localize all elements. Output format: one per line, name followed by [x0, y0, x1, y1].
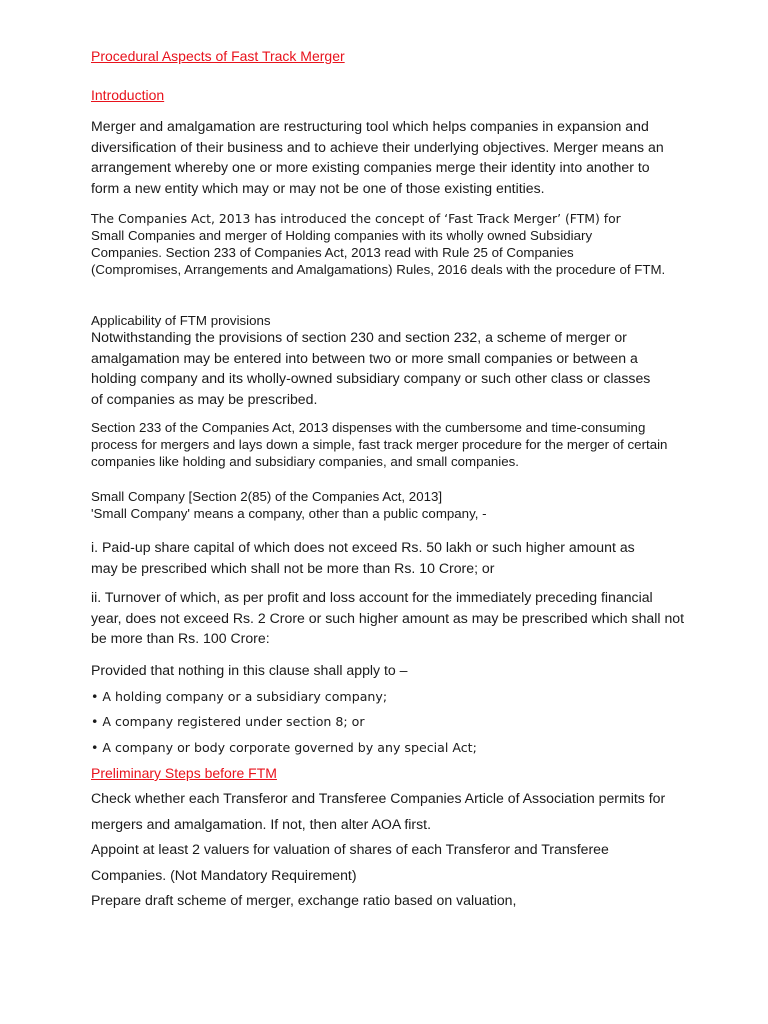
step-appoint-valuers: Appoint at least 2 valuers for valuation of shares of each Transferor and Transferee Companies. (Not Mandatory Requirement) [91, 841, 609, 883]
applicability-heading: Applicability of FTM provisions [91, 313, 271, 328]
small-company-heading: Small Company [Section 2(85) of the Companies Act, 2013] [91, 489, 443, 504]
companies-act-body: Small Companies and merger of Holding companies with its wholly owned Subsidiary Companies. Section 233 of Companies Act, 2013 read with Rule 25 of Companies (Compromises, Arrangements and Amalgamations) Rules, 2016 deals with the procedure of FTM. [91, 228, 666, 277]
step-draft-scheme: Prepare draft scheme of merger, exchange ratio based on valuation, [91, 892, 517, 908]
document-title: Procedural Aspects of Fast Track Merger [91, 48, 345, 64]
clause-i: i. Paid-up share capital of which does not exceed Rs. 50 lakh or such higher amount as may be prescribed which shall not be more than Rs. 10 Crore; or [91, 539, 635, 576]
companies-act-paragraph [91, 210, 671, 278]
small-company-definition: 'Small Company' means a company, other than a public company, - [91, 506, 487, 521]
step-check-aoa: Check whether each Transferor and Transferee Companies Article of Association permits for mergers and amalgamation. If not, then alter AOA first. [91, 790, 666, 832]
introduction-heading: Introduction [91, 87, 165, 103]
bullet-item: • A company registered under section 8; or [91, 714, 365, 729]
clause-ii: ii. Turnover of which, as per profit and loss account for the immediately preceding financial year, does not exceed Rs. 2 Crore or such higher amount as may be prescribed which shall not be more than Rs. 100 Crore: [91, 589, 685, 646]
section-233-paragraph: Section 233 of the Companies Act, 2013 dispenses with the cumbersome and time-consuming process for mergers and lays down a simple, fast track merger procedure for the merger of certain companies like holding and subsidiary companies, and small companies. [91, 420, 668, 469]
applicability-paragraph: Notwithstanding the provisions of section 230 and section 232, a scheme of merger or amalgamation may be entered into between two or more small companies or between a holding company and its wholly-owned subsidiary company or such other class or classes of companies as may be prescribed. [91, 329, 651, 407]
companies-act-lead: The Companies Act, 2013 has introduced the concept of ‘Fast Track Merger’ (FTM) for [91, 211, 621, 226]
preliminary-steps-heading: Preliminary Steps before FTM [91, 765, 277, 781]
bullet-item: • A holding company or a subsidiary company; [91, 689, 388, 704]
proviso-text: Provided that nothing in this clause shall apply to – [91, 662, 408, 678]
introduction-paragraph: Merger and amalgamation are restructuring tool which helps companies in expansion and diversification of their business and to achieve their underlying objectives. Merger means an arrangement whereby one or more existing companies merge their identity into another to form a new entity which may or may not be one of those existing entities. [91, 118, 664, 196]
bullet-item: • A company or body corporate governed by any special Act; [91, 740, 477, 755]
